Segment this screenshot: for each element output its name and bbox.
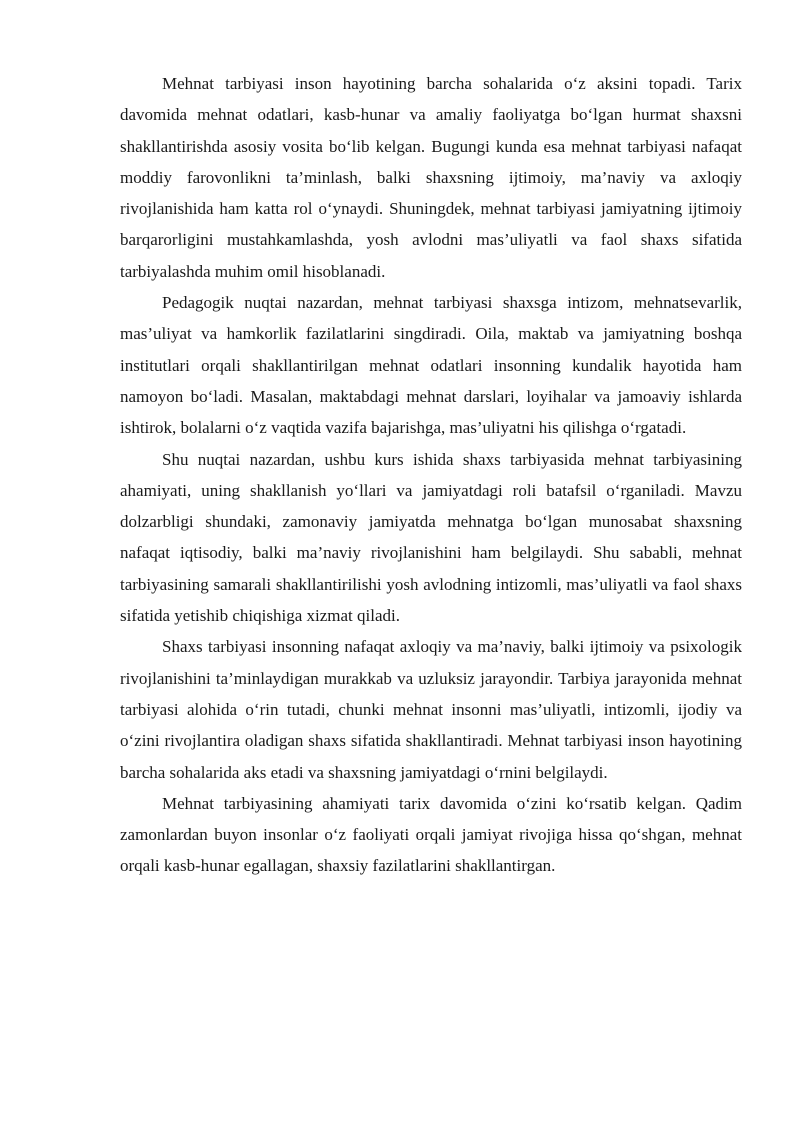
paragraph-4: Shaxs tarbiyasi insonning nafaqat axloqiy va ma’naviy, balki ijtimoiy va psixologik rivojlanishini ta’minlaydigan murakkab va uzluksiz jarayondir. Tarbiya jarayonida mehnat tarbiyasi alohida o‘rin tutadi, chunki mehnat insonni mas’uliyatli, intizomli, ijodiy va o‘zini rivojlantira oladigan shaxs sifatida shakllantiradi. Mehnat tarbiyasi inson hayotining barcha sohalarida aks etadi va shaxsning jamiyatdagi o‘rnini belgilaydi. xyxy=(120,637,742,782)
paragraph-2: Pedagogik nuqtai nazardan, mehnat tarbiyasi shaxsga intizom, mehnatsevarlik, mas’uliyat va hamkorlik fazilatlarini singdiradi. Oila, maktab va jamiyatning boshqa institutlari orqali shakllantirilgan mehnat odatlari insonning kundalik hayotida ham namoyon bo‘ladi. Masalan, maktabdagi mehnat darslari, loyihalar va jamoaviy ishlarda ishtirok, bolalarni o‘z vaqtida vazifa bajarishga, mas’uliyatni his qilishga o‘rgatadi. xyxy=(120,293,742,438)
document-page xyxy=(120,68,742,882)
paragraph-1: Mehnat tarbiyasi inson hayotining barcha sohalarida o‘z aksini topadi. Tarix davomida mehnat odatlari, kasb-hunar va amaliy faoliyatga bo‘lgan hurmat shaxsni shakllantirishda asosiy vosita bo‘lib kelgan. Bugungi kunda esa mehnat tarbiyasi nafaqat moddiy farovonlikni ta’minlash, balki shaxsning ijtimoiy, ma’naviy va axloqiy rivojlanishida ham katta rol o‘ynaydi. Shuningdek, mehnat tarbiyasi jamiyatning ijtimoiy barqarorligini mustahkamlashda, yosh avlodni mas’uliyatli va faol shaxs sifatida tarbiyalashda muhim omil hisoblanadi. xyxy=(120,74,742,281)
paragraph-3: Shu nuqtai nazardan, ushbu kurs ishida shaxs tarbiyasida mehnat tarbiyasining ahamiyati, uning shakllanish yo‘llari va jamiyatdagi roli batafsil o‘rganiladi. Mavzu dolzarbligi shundaki, zamonaviy jamiyatda mehnatga bo‘lgan munosabat shaxsning nafaqat iqtisodiy, balki ma’naviy rivojlanishini ham belgilaydi. Shu sababli, mehnat tarbiyasining samarali shakllantirilishi yosh avlodning intizomli, mas’uliyatli va faol shaxs sifatida yetishib chiqishiga xizmat qiladi. xyxy=(120,449,742,626)
paragraph-5: Mehnat tarbiyasining ahamiyati tarix davomida o‘zini ko‘rsatib kelgan. Qadim zamonlardan buyon insonlar o‘z faoliyati orqali jamiyat rivojiga hissa qo‘shgan, mehnat orqali kasb-hunar egallagan, shaxsiy fazilatlarini shakllantirgan. xyxy=(120,793,742,876)
